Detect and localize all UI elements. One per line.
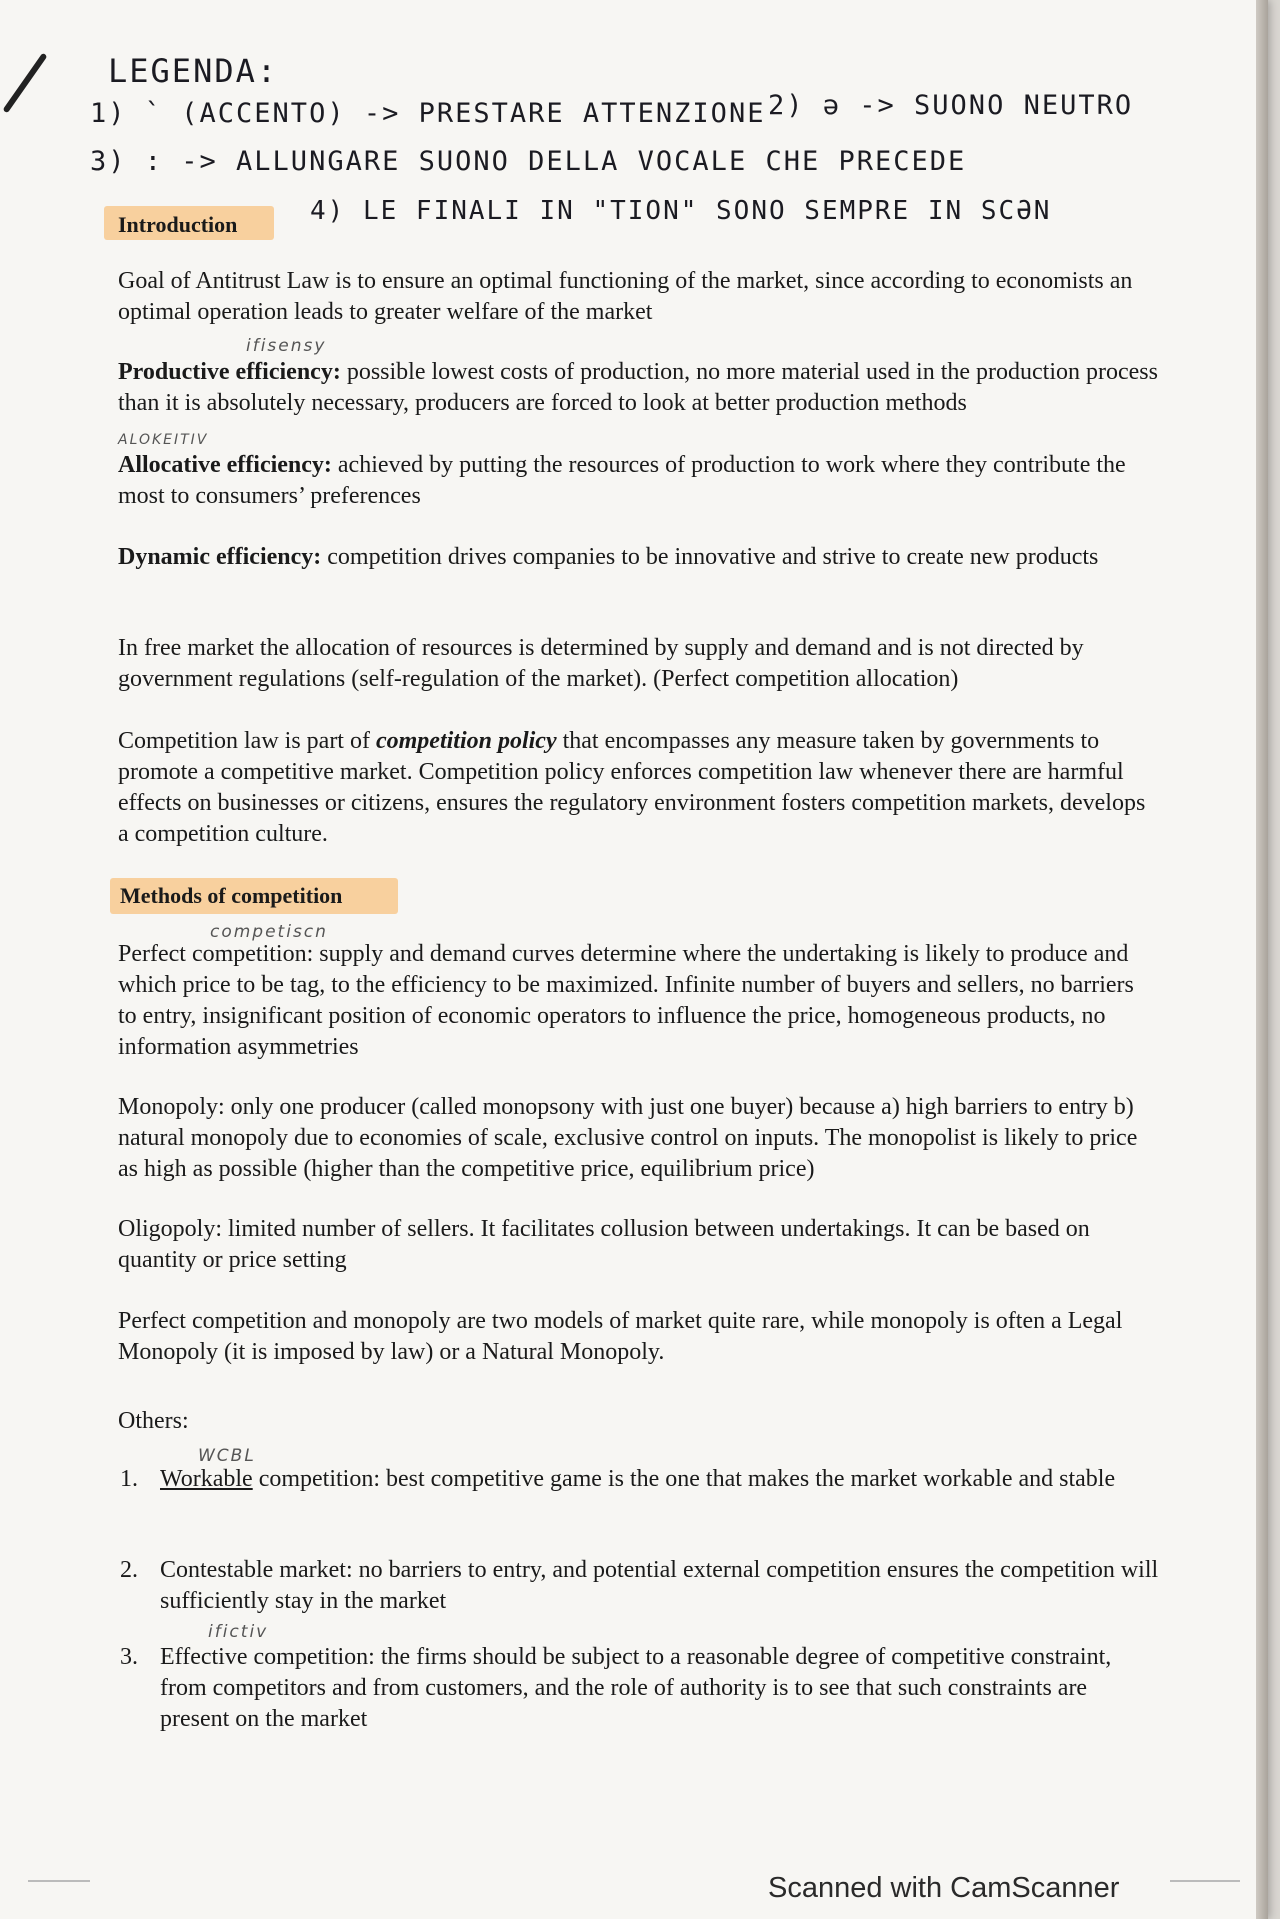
camscanner-watermark: Scanned with CamScanner [768,1872,1120,1904]
allocative-efficiency-paragraph [118,450,1158,512]
monopoly-paragraph: Monopoly: only one producer (called monopsony with just one buyer) because a) high barriers to entry b) natural monopoly due to economies of scale, exclusive control on inputs. The monopolist is likely to price as high as possible (higher than the competitive price, equilibrium price) [118,1094,1138,1182]
scan-mark-right [1170,1880,1240,1882]
dynamic-efficiency-label: Dynamic efficiency: [118,544,322,570]
scan-mark-left [28,1880,90,1882]
competition-policy-term: competition policy [375,728,557,754]
annotation-productive: ifisensy [246,336,327,356]
others-label: Others: [118,1408,189,1434]
allocative-efficiency-label: Allocative efficiency: [118,452,332,478]
list-item-text: Effective competition: the firms should be subject to a reasonable degree of competitive constraint, from competitors and from customers, and the role of authority is to see that such constraints are present on the market [160,1644,1112,1732]
legend-line-4: 4) LE FINALI IN "TION" SONO SEMPRE IN SCƏN [310,196,1052,226]
productive-efficiency-paragraph [118,357,1158,419]
section-heading-methods: Methods of competition [120,883,343,908]
annotation-competition: competiscn [210,922,328,942]
list-item [120,1555,1160,1617]
rare-models-paragraph: Perfect competition and monopoly are two models of market quite rare, while monopoly is often a Legal Monopoly (it is imposed by law) or a Natural Monopoly. [118,1308,1123,1365]
legend-line-3: 3) : -> ALLUNGARE SUONO DELLA VOCALE CHE PRECEDE [90,146,967,177]
handwritten-slash-mark [2,53,47,114]
list-item-text: Contestable market: no barriers to entry, and potential external competition ensures the competition will sufficiently stay in the market [160,1557,1159,1614]
competition-law-text-b: that encompasses any measure taken by governments to promote a competitive market. Competition policy enforces competition law whenever there are harmful effects on businesses or citizens, ensures the regulatory environment fosters competition markets, develops a competition culture. [118,728,1146,847]
intro-paragraph: Goal of Antitrust Law is to ensure an optimal functioning of the market, since according to economists an optimal operation leads to greater welfare of the market [118,268,1133,325]
annotation-effective: ifictiv [208,1622,269,1642]
dynamic-efficiency-text: competition drives companies to be innovative and strive to create new products [321,544,1099,570]
oligopoly-paragraph: Oligopoly: limited number of sellers. It facilitates collusion between undertakings. It can be based on quantity or price setting [118,1216,1090,1273]
perfect-competition-paragraph: Perfect competition: supply and demand curves determine where the undertaking is likely to produce and which price to be tag, to the efficiency to be maximized. Infinite number of buyers and sellers, no barriers to entry, insignificant position of economic operators to influence the price, homogeneous products, no information asymmetries [118,941,1134,1060]
legend-line-1: 1) ` (ACCENTO) -> PRESTARE ATTENZIONE [90,98,766,129]
annotation-allocative: ALOKEITIV [118,432,209,448]
legend-line-2: 2) ə -> SUONO NEUTRO [768,90,1134,121]
section-heading-introduction: Introduction [118,212,238,237]
list-number: 2. [120,1557,138,1583]
productive-efficiency-text: possible lowest costs of production, no more material used in the production process than it is absolutely necessary, producers are forced to look at better production methods [118,359,1158,416]
productive-efficiency-label: Productive efficiency: [118,359,341,385]
dynamic-efficiency-paragraph [118,542,1158,573]
list-number: 3. [120,1644,138,1670]
list-number: 1. [120,1466,138,1492]
free-market-paragraph: In free market the allocation of resources is determined by supply and demand and is not directed by government regulations (self-regulation of the market). (Perfect competition allocation) [118,635,1084,692]
annotation-workable: WCBL [198,1446,256,1466]
list-item-text: competition: best competitive game is the one that makes the market workable and stable [252,1466,1116,1492]
legend-title: LEGENDA: [108,52,279,90]
workable-term: Workable [160,1466,253,1492]
competition-law-paragraph [118,726,1158,850]
page-edge [1256,0,1268,1919]
list-item [120,1642,1160,1735]
allocative-efficiency-text: achieved by putting the resources of production to work where they contribute the most to consumers’ preferences [118,452,1126,509]
competition-law-text-a: Competition law is part of [118,728,376,754]
list-item [120,1464,1160,1495]
